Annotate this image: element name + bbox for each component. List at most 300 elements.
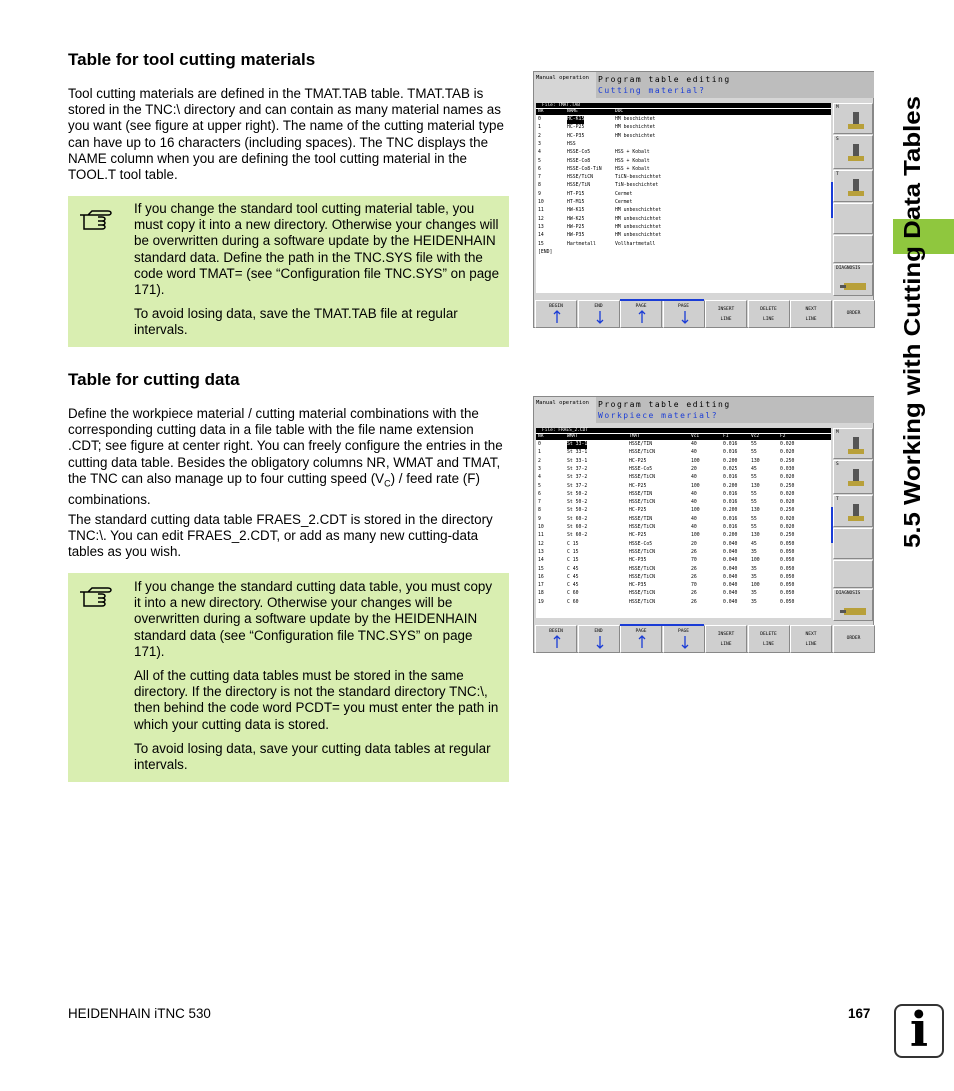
table-cell: 1 [538, 125, 541, 131]
delete-line-softkey[interactable] [748, 625, 790, 653]
table-row[interactable] [536, 174, 831, 182]
softkey-bar [534, 300, 874, 328]
table-cell: 10 [538, 525, 544, 530]
table-cell: 0.016 [723, 516, 738, 522]
column-headers [536, 434, 831, 440]
table-row[interactable] [536, 499, 831, 507]
table-cell: HW-P25 [567, 224, 585, 230]
table-row[interactable] [536, 166, 831, 174]
table-row[interactable] [536, 474, 831, 482]
table-cell: HSSE/TiCN [629, 549, 655, 555]
softkey-label: END [594, 629, 603, 634]
softkey-label: PAGE [677, 304, 690, 309]
table-cell: HSSE/TIN [629, 516, 653, 522]
side-softkey-label: DIAGNOSIS [836, 591, 861, 596]
table-row[interactable] [536, 549, 831, 557]
delete-line-softkey[interactable] [748, 300, 790, 328]
table-cell: 0.050 [780, 574, 795, 580]
column-header: F1 [723, 434, 729, 439]
softkey-label: PAGE [635, 629, 647, 634]
softkey-label: ORDER [846, 636, 861, 641]
table-cell: 130 [751, 508, 760, 514]
table-cell: 2 [538, 133, 541, 139]
operating-mode-label: Manual operation [536, 75, 589, 81]
table-cell: HSSE/TiCN [629, 574, 655, 580]
table-cell: 15 [538, 566, 544, 572]
table-cell: HSSE/TIN [629, 442, 653, 447]
softkey-label: DELETE [760, 632, 777, 637]
table-cell: 0.250 [780, 458, 795, 464]
table-cell: St 33-1 [567, 458, 588, 464]
table-cell: HC-P35 [567, 133, 585, 139]
table-cell: 35 [751, 574, 757, 580]
table-cell: HSSE-Co8 [567, 158, 591, 164]
table-cell: 40 [691, 442, 697, 447]
table-cell: 16 [538, 574, 544, 580]
note-box-tool-materials [68, 196, 509, 347]
table-cell: 13 [538, 224, 544, 230]
table-cell: HSSE/TiCN [629, 599, 655, 605]
table-row[interactable] [536, 249, 831, 257]
table-cell: 130 [751, 533, 760, 539]
softkey-label: INSERT [717, 632, 735, 637]
table-cell: HSSE-Co5 [567, 150, 591, 156]
side-softkey[interactable] [833, 428, 873, 459]
table-cell: 100 [691, 458, 700, 464]
table-row[interactable] [536, 532, 831, 540]
tnc-screen-tmat [533, 71, 874, 328]
table-cell: 11 [538, 208, 544, 214]
arrow-down-icon [680, 635, 690, 649]
table-cell: 0.040 [723, 566, 738, 572]
table-cell: HW-P35 [567, 233, 585, 239]
table-cell: 55 [751, 516, 757, 522]
table-cell: 55 [751, 450, 757, 456]
table-cell: 70 [691, 583, 697, 589]
softkey-label: LINE [805, 642, 817, 647]
softkey-label: END [594, 304, 603, 309]
table-row[interactable] [536, 158, 831, 166]
table-cell: 40 [691, 450, 697, 456]
table-cell: 17 [538, 583, 544, 589]
screen-prompt: Cutting material? [598, 86, 706, 95]
table-cell: HM unbeschichtet [615, 216, 662, 222]
table-cell: HW-K15 [567, 208, 585, 214]
table-row[interactable] [536, 241, 831, 249]
next-line-softkey[interactable] [790, 625, 832, 653]
table-cell: HC-P25 [629, 508, 647, 514]
table-row[interactable] [536, 449, 831, 457]
side-softkey-label: S [836, 137, 839, 142]
table-cell: 26 [691, 566, 697, 572]
table-cell: St 50-2 [567, 500, 588, 506]
side-softkey-label: M [836, 105, 839, 110]
arrow-up-icon [637, 310, 647, 324]
arrow-down-icon [595, 635, 605, 649]
table-cell: 20 [691, 466, 697, 472]
softkey-label: LINE [762, 642, 775, 647]
side-softkey[interactable] [833, 203, 873, 234]
tool-icon [844, 142, 868, 164]
softkey-label: BEGIN [549, 629, 563, 634]
table-cell: 35 [751, 599, 757, 605]
note-text: To avoid losing data, save your cutting data tables at regular intervals. [134, 741, 491, 773]
tnc-screen-cdt [533, 396, 874, 653]
file-name: File: FRAES_2.CDT [536, 428, 831, 433]
table-cell: 130 [751, 483, 760, 489]
table-cell: St 37-2 [567, 483, 588, 489]
screen-title: Program table editing [598, 400, 731, 409]
table-cell: 3 [538, 141, 541, 147]
page-up-softkey[interactable] [620, 625, 662, 653]
table-cell: 100 [691, 483, 700, 489]
table-cell: 26 [691, 574, 697, 580]
softkey-label: PAGE [677, 629, 690, 634]
softkey-row-indicator [620, 624, 704, 626]
column-header: NAME [567, 109, 578, 114]
table-row[interactable] [536, 124, 831, 132]
arrow-down-icon [680, 310, 690, 324]
table-cell: 0.020 [780, 500, 795, 506]
side-softkey[interactable] [833, 560, 873, 588]
table-cell: 26 [691, 549, 697, 555]
table-cell: 0.025 [723, 466, 738, 472]
table-row[interactable] [536, 133, 831, 141]
table-cell: 0.040 [723, 583, 738, 589]
table-cell: 15 [538, 241, 544, 247]
table-row[interactable] [536, 191, 831, 199]
table-cell: 0.200 [723, 508, 738, 514]
table-cell: St 33-1 [567, 450, 588, 456]
table-cell: 45 [751, 466, 757, 472]
diagnosis-icon [840, 605, 870, 617]
table-cell: 0.016 [723, 491, 738, 497]
table-cell: 0.200 [723, 533, 738, 539]
table-row[interactable] [536, 199, 831, 207]
table-cell: 26 [691, 591, 697, 597]
table-cell: HC-P25 [629, 483, 647, 489]
chapter-sidebar-title [880, 48, 950, 568]
softkey-label: LINE [762, 317, 775, 322]
table-cell: 0.020 [780, 442, 795, 447]
table-cell: HSSE-Co5 [629, 541, 653, 547]
operating-mode-label: Manual operation [536, 400, 589, 406]
begin-softkey[interactable] [535, 625, 577, 653]
column-header: Vc2 [751, 434, 760, 439]
table-cell: 100 [751, 583, 760, 589]
table-cell: HC-P25 [629, 533, 647, 539]
table-cell: 55 [751, 475, 757, 481]
table-cell: HT-M15 [567, 200, 585, 205]
table-cell: 0.050 [780, 558, 795, 564]
table-cell: HSSE/TiCN [629, 475, 655, 481]
table-row[interactable] [536, 116, 831, 124]
table-cell: 40 [691, 525, 697, 530]
table-cell: 55 [751, 525, 757, 530]
diagnosis-icon [840, 280, 870, 292]
table-cell: HSSE/TIN [629, 491, 653, 497]
table-cell: 35 [751, 566, 757, 572]
table-cell: 100 [691, 533, 700, 539]
table-row[interactable] [536, 557, 831, 565]
table-cell: 0.050 [780, 541, 795, 547]
side-softkey[interactable] [833, 264, 873, 296]
table-row[interactable] [536, 566, 831, 574]
table-cell: HC-P35 [629, 558, 647, 564]
tool-change-icon [844, 502, 868, 524]
table-cell: 12 [538, 541, 544, 547]
softkey-bar [534, 625, 874, 653]
table-cell: HC-P25 [567, 125, 585, 131]
table-row[interactable] [536, 541, 831, 549]
side-softkey[interactable] [833, 460, 873, 494]
table-cell: 40 [691, 516, 697, 522]
section-heading-tool-materials: Table for tool cutting materials [68, 50, 316, 69]
softkey-label: ORDER [846, 311, 861, 316]
table-row[interactable] [536, 582, 831, 590]
side-softkey[interactable] [833, 135, 873, 169]
table-cell: 2 [538, 458, 541, 464]
table-cell: 0.030 [780, 466, 795, 472]
table-cell: HM beschichtet [615, 133, 656, 139]
cutting-data-paragraph: Define the workpiece material / cutting material combinations with the corresponding cutting data in a file table with the file name extension .CDT; see figure at center right. You can freely configure the entries in the cutting data table. Besides the obligatory columns NR, WMAT and TMAT, the TNC can also manage up to four cutting speed $(V_C)$ / feed rate (F) combinations. [68, 406, 503, 507]
tool-icon [844, 467, 868, 489]
column-header: DOC [615, 109, 624, 114]
side-softkey[interactable] [833, 495, 873, 527]
table-cell: 55 [751, 491, 757, 497]
table-cell: 0.040 [723, 558, 738, 564]
table-cell: 6 [538, 166, 541, 172]
pointing-hand-icon [78, 205, 114, 235]
table-row[interactable] [536, 141, 831, 149]
softkey-label: DELETE [760, 307, 777, 312]
table-cell: St 50-2 [567, 491, 588, 497]
table-cell: 0.250 [780, 483, 795, 489]
table-cell: 4 [538, 475, 541, 481]
table-cell: 5 [538, 483, 541, 489]
table-cell: 45 [751, 541, 757, 547]
table-cell: Cermet [615, 191, 633, 197]
cutting-data-paragraph-2: The standard cutting data table FRAES_2.CDT is stored in the directory TNC:\. You can edit FRAES_2.CDT, or add as many new cutting-data tables as you wish. [68, 512, 493, 560]
screen-header [596, 397, 874, 423]
table-row[interactable] [536, 466, 831, 474]
table-cell: HSSE/TiCN [629, 450, 655, 456]
side-softkey[interactable] [833, 589, 873, 621]
file-name: File: TMAT.TAB [536, 103, 831, 108]
table-cell: 0 [538, 442, 541, 447]
table-cell: HSSE/TiCN [629, 566, 655, 572]
table-cell: C 45 [567, 574, 579, 580]
side-softkey[interactable] [833, 528, 873, 559]
table-cell: C 15 [567, 541, 579, 547]
note-text: If you change the standard cutting data table, you must copy it into a new directory. Otherwise your changes will be overwritten during a software update by the HEIDENHAIN standard data (see “Configuration file TNC.SYS” on page 171). [134, 579, 493, 659]
note-text: To avoid losing data, save the TMAT.TAB file at regular intervals. [134, 306, 458, 338]
info-icon: i [894, 1004, 944, 1058]
table-cell: 130 [751, 458, 760, 464]
table-row[interactable] [536, 574, 831, 582]
table-cell: 40 [691, 475, 697, 481]
side-softkey-label: M [836, 430, 839, 435]
column-header: Vc1 [691, 434, 700, 439]
table-row[interactable] [536, 207, 831, 215]
table-cell: 55 [751, 500, 757, 506]
table-cell: 0.040 [723, 591, 738, 597]
table-cell: 7 [538, 175, 541, 181]
table-cell: 35 [751, 591, 757, 597]
table-cell: 0.050 [780, 599, 795, 605]
table-cell: 3 [538, 466, 541, 472]
table-cell: HW-K25 [567, 216, 585, 222]
table-cell: 0.040 [723, 541, 738, 547]
table-cell: 1 [538, 450, 541, 456]
table-cell: HSSE-Co8-TiN [567, 166, 602, 172]
table-cell: 55 [751, 442, 757, 447]
table-row[interactable] [536, 182, 831, 190]
table-cell: Vollhartmetall [615, 241, 656, 247]
table-row[interactable] [536, 590, 831, 598]
table-row[interactable] [536, 524, 831, 532]
table-row[interactable] [536, 458, 831, 466]
table-cell: 0.050 [780, 591, 795, 597]
table-row[interactable] [536, 441, 831, 449]
table-cell: 0.020 [780, 450, 795, 456]
footer-product: HEIDENHAIN iTNC 530 [68, 1006, 211, 1021]
page-up-softkey[interactable] [620, 300, 662, 328]
table-row[interactable] [536, 224, 831, 232]
table-cell: 12 [538, 216, 544, 222]
insert-line-softkey[interactable] [705, 300, 747, 328]
side-softkey[interactable] [833, 103, 873, 134]
table-cell: 35 [751, 549, 757, 555]
table-cell: C 45 [567, 566, 579, 572]
table-cell: 14 [538, 233, 544, 239]
table-cell: HSSE/TiCN [567, 175, 593, 181]
table-cell: HM unbeschichtet [615, 233, 662, 239]
spindle-icon [844, 435, 868, 457]
insert-line-softkey[interactable] [705, 625, 747, 653]
table-row[interactable] [536, 507, 831, 515]
softkey-label: NEXT [805, 632, 817, 637]
screen-prompt: Workpiece material? [598, 411, 719, 420]
table-cell: C 15 [567, 558, 579, 564]
table-cell: HSSE/TiN [567, 183, 591, 189]
table-cell: 0.250 [780, 533, 795, 539]
order-softkey[interactable] [833, 300, 875, 328]
table-cell: 26 [691, 599, 697, 605]
table-cell: 8 [538, 508, 541, 514]
table-cell: 0.016 [723, 450, 738, 456]
softkey-label: PAGE [635, 304, 647, 309]
table-row[interactable] [536, 491, 831, 499]
section-heading-cutting-data: Table for cutting data [68, 370, 240, 389]
table-row[interactable] [536, 516, 831, 524]
table-cell: HSSE/TiCN [629, 500, 655, 506]
pointing-hand-icon [78, 582, 114, 612]
table-cell: 4 [538, 150, 541, 156]
table-cell: 6 [538, 491, 541, 497]
table-cell: 0.200 [723, 458, 738, 464]
table-cell: C 60 [567, 599, 579, 605]
table-row[interactable] [536, 232, 831, 240]
side-softkey[interactable] [833, 235, 873, 263]
end-softkey[interactable] [578, 625, 620, 653]
table-cell: 0.016 [723, 500, 738, 506]
table-row[interactable] [536, 599, 831, 607]
spindle-icon [844, 110, 868, 132]
table-cell: C 15 [567, 549, 579, 555]
order-softkey[interactable] [833, 625, 875, 653]
column-header: WMAT [567, 434, 578, 439]
column-header: NR [538, 434, 544, 439]
table-cell: 0.040 [723, 574, 738, 580]
table-cell: 0.040 [723, 599, 738, 605]
softkey-label: LINE [720, 642, 732, 647]
table-row[interactable] [536, 483, 831, 491]
table-cell: 40 [691, 500, 697, 506]
table-cell: 5 [538, 158, 541, 164]
table-cell: 9 [538, 191, 541, 197]
softkey-label: BEGIN [549, 304, 563, 309]
table-cell: 100 [691, 508, 700, 514]
note-text: If you change the standard tool cutting material table, you must copy it into a new directory. Otherwise your changes will be overwritten during a software update by the HEIDENHAIN standard data. Define the path in the TNC.SYS file with the code word TMAT= (see “Configuration file TNC.SYS” on page 171). [134, 201, 500, 298]
table-cell: HM beschichtet [615, 125, 656, 131]
table-cell: 13 [538, 549, 544, 555]
page-down-softkey[interactable] [663, 625, 705, 653]
arrow-up-icon [552, 310, 562, 324]
table-cell: 0.200 [723, 483, 738, 489]
table-cell: HT-P15 [567, 191, 585, 197]
table-cell: C 45 [567, 583, 579, 589]
table-cell: HSS [567, 141, 576, 147]
side-softkey-label: T [836, 497, 839, 502]
begin-softkey[interactable] [535, 300, 577, 328]
table-cell: 0.020 [780, 516, 795, 522]
table-cell: 0.050 [780, 583, 795, 589]
screen-header [596, 72, 874, 98]
arrow-up-icon [552, 635, 562, 649]
table-cell: 14 [538, 558, 544, 564]
side-softkey[interactable] [833, 170, 873, 202]
softkey-label: LINE [805, 317, 817, 322]
table-cell: 0.020 [780, 491, 795, 497]
table-cell: St 50-2 [567, 508, 588, 514]
table-cell: 40 [691, 491, 697, 497]
next-line-softkey[interactable] [790, 300, 832, 328]
table-cell: HSS + Kobalt [615, 158, 650, 164]
column-header: NR [538, 109, 544, 114]
table-cell: 0.016 [723, 442, 738, 447]
table-row[interactable] [536, 149, 831, 157]
arrow-up-icon [637, 635, 647, 649]
table-cell: HSSE/TiCN [629, 591, 655, 597]
table-row[interactable] [536, 216, 831, 224]
page-down-softkey[interactable] [663, 300, 705, 328]
table-cell: HM beschichtet [615, 117, 656, 122]
cdt-table [536, 428, 831, 618]
softkey-label: NEXT [805, 307, 817, 312]
table-cell: 0.016 [723, 525, 738, 530]
table-cell: [END] [538, 249, 553, 255]
end-softkey[interactable] [578, 300, 620, 328]
table-cell: 0.016 [723, 475, 738, 481]
column-header: TMAT [629, 434, 640, 439]
note-box-cutting-data [68, 573, 509, 782]
table-cell: HM unbeschichtet [615, 208, 662, 214]
note-text: All of the cutting data tables must be stored in the same directory. If the directory is not the standard directory TNC:\, then behind the code word PCDT= you must enter the path in which your cutting data is stored. [134, 668, 499, 732]
table-cell: HC-K15 [567, 116, 584, 124]
table-cell: HM unbeschichtet [615, 224, 662, 230]
table-cell: 0.040 [723, 549, 738, 555]
